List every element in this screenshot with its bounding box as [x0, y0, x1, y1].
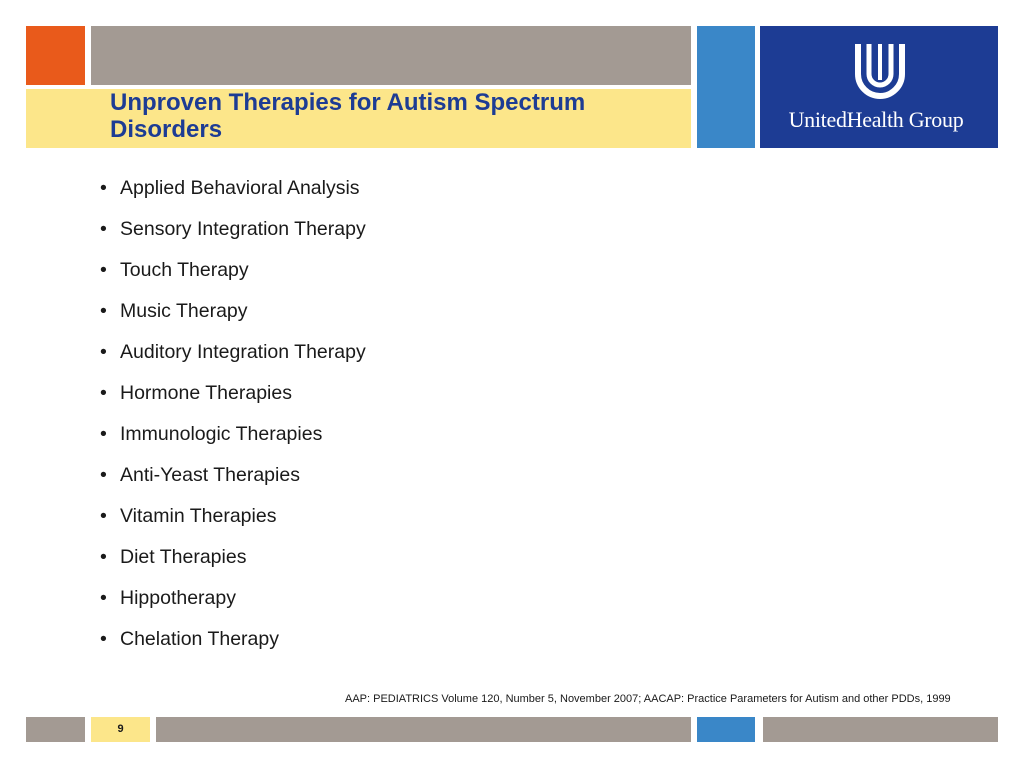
- citation: AAP: PEDIATRICS Volume 120, Number 5, November 2007; AACAP: Practice Parameters for Autism and other PDDs, 1999: [345, 693, 951, 705]
- list-item-label: Hippotherapy: [120, 587, 236, 609]
- list-item-label: Hormone Therapies: [120, 382, 292, 404]
- footer-gray-bar: [156, 717, 691, 742]
- bullet-dot: •: [100, 341, 107, 363]
- footer-gray-end: [763, 717, 998, 742]
- list-item: [100, 464, 366, 505]
- list-item: [100, 382, 366, 423]
- list-item-label: Touch Therapy: [120, 259, 249, 281]
- bullet-dot: •: [100, 464, 107, 486]
- list-item: [100, 300, 366, 341]
- list-item-label: Vitamin Therapies: [120, 505, 277, 527]
- list-item-label: Auditory Integration Therapy: [120, 341, 366, 363]
- footer-gray-block: [26, 717, 85, 742]
- header-orange-block: [26, 26, 85, 85]
- list-item-label: Applied Behavioral Analysis: [120, 177, 360, 199]
- bullet-dot: •: [100, 177, 107, 199]
- slide-title: Unproven Therapies for Autism Spectrum Disorders: [110, 89, 586, 143]
- bullet-dot: •: [100, 587, 107, 609]
- list-item: [100, 587, 366, 628]
- list-item: [100, 628, 366, 669]
- therapy-list: [100, 177, 366, 669]
- bullet-dot: •: [100, 382, 107, 404]
- page-number: 9: [117, 723, 124, 735]
- footer-blue-block: [697, 717, 755, 742]
- company-logo-text: UnitedHealth Group: [788, 107, 964, 132]
- list-item: [100, 423, 366, 464]
- bullet-dot: •: [100, 423, 107, 445]
- list-item-label: Sensory Integration Therapy: [120, 218, 366, 240]
- u-stripes-icon: [852, 40, 908, 102]
- bullet-dot: •: [100, 300, 107, 322]
- bullet-dot: •: [100, 628, 107, 650]
- bullet-dot: •: [100, 505, 107, 527]
- bullet-dot: •: [100, 546, 107, 568]
- list-item-label: Anti-Yeast Therapies: [120, 464, 300, 486]
- header-blue-block: [697, 26, 755, 148]
- list-item: [100, 341, 366, 382]
- header-gray-bar: [91, 26, 691, 85]
- list-item: [100, 218, 366, 259]
- list-item-label: Immunologic Therapies: [120, 423, 323, 445]
- list-item: [100, 505, 366, 546]
- bullet-dot: •: [100, 259, 107, 281]
- list-item-label: Chelation Therapy: [120, 628, 279, 650]
- list-item-label: Diet Therapies: [120, 546, 247, 568]
- list-item: [100, 259, 366, 300]
- list-item: [100, 546, 366, 587]
- bullet-dot: •: [100, 218, 107, 240]
- list-item: [100, 177, 366, 218]
- list-item-label: Music Therapy: [120, 300, 248, 322]
